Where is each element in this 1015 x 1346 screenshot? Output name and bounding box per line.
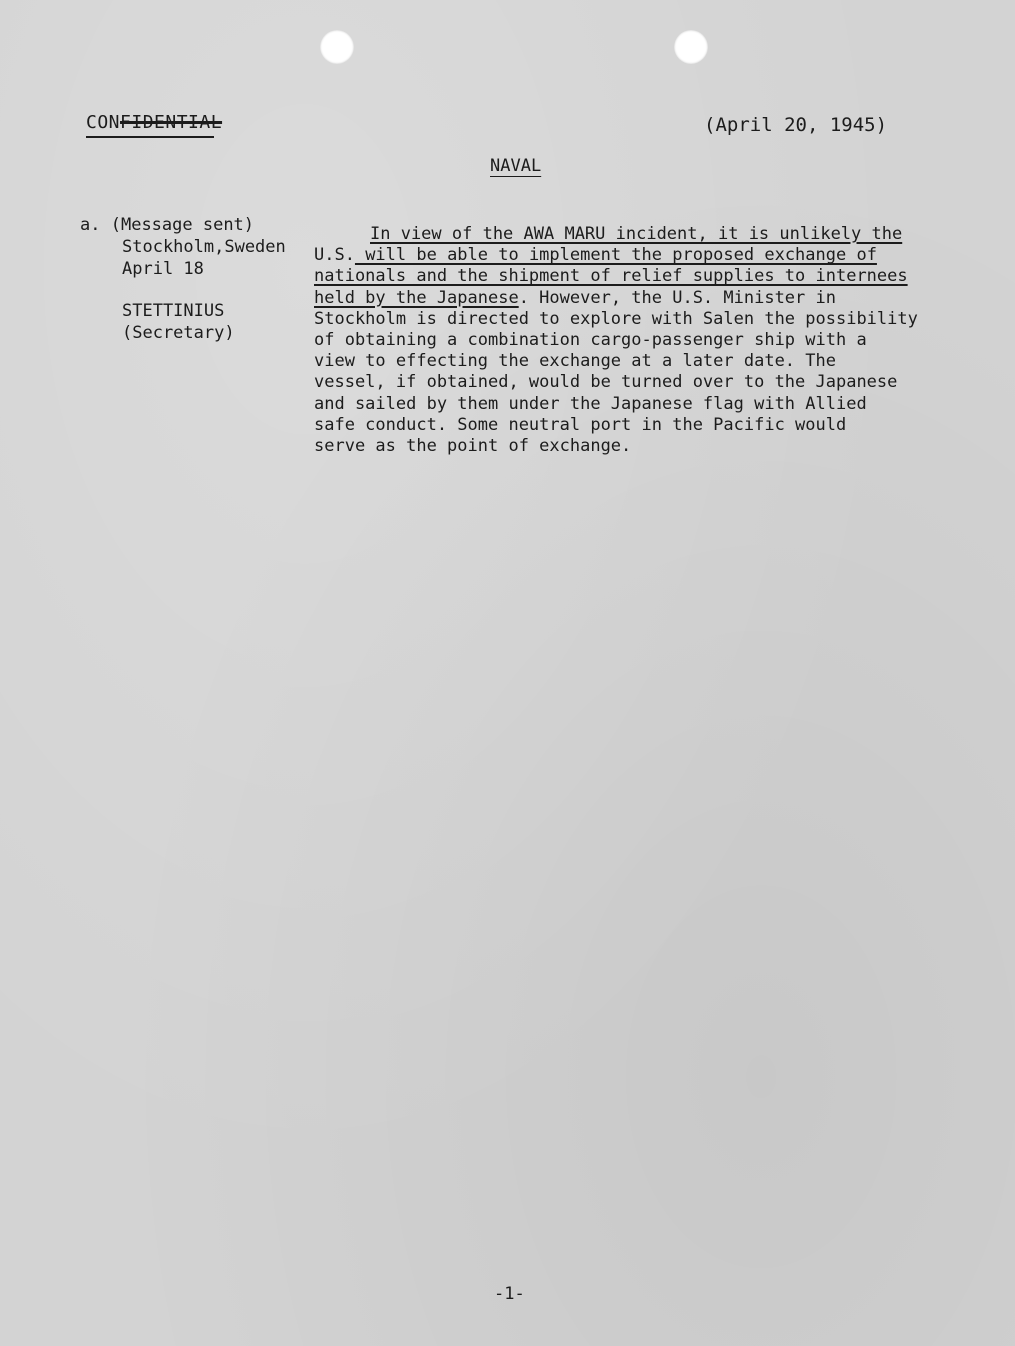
body-line-segment: U.S.: [314, 245, 355, 266]
body-line-segment: . However, the U.S. Minister in: [518, 287, 836, 308]
message-body: [314, 224, 954, 457]
body-line: Stockholm is directed to explore with Salen the possibility: [314, 308, 918, 329]
body-line-segment-underlined: held by the Japanese: [314, 287, 519, 308]
body-line: of obtaining a combination cargo-passenger ship with a: [314, 330, 867, 351]
body-line: vessel, if obtained, would be turned over to the Japanese: [314, 372, 898, 393]
body-line: safe conduct. Some neutral port in the Pacific would: [314, 414, 847, 435]
body-line: view to effecting the exchange at a later date. The: [314, 351, 836, 372]
body-line: [314, 288, 954, 309]
classification-marking: [86, 112, 222, 133]
classification-struck-text: FIDENTIAL: [120, 112, 223, 133]
margin-note: [80, 214, 310, 344]
body-line: serve as the point of exchange.: [314, 436, 632, 457]
body-line: In view of the AWA MARU incident, it is unlikely the: [370, 224, 903, 244]
page-number: -1-: [494, 1284, 525, 1304]
punch-hole-left: [320, 30, 354, 64]
classification-prefix: CON: [86, 112, 121, 133]
document-date: (April 20, 1945): [704, 114, 888, 136]
sender-title: (Secretary): [122, 323, 235, 343]
punch-hole-right: [674, 30, 708, 64]
message-place: Stockholm,Sweden: [122, 237, 286, 257]
sender-name: STETTINIUS: [122, 301, 225, 321]
item-letter: a.: [80, 215, 101, 235]
body-line-segment-underlined: will be able to implement the proposed exchange of: [354, 245, 877, 266]
body-line: [314, 245, 954, 266]
margin-note-first-line: [80, 214, 310, 236]
classification-underline: [86, 136, 214, 138]
section-heading: NAVAL: [490, 156, 542, 176]
body-line: nationals and the shipment of relief supplies to internees: [314, 266, 908, 287]
body-line: and sailed by them under the Japanese flag with Allied: [314, 393, 867, 414]
message-type: (Message sent): [110, 215, 255, 235]
message-date: April 18: [122, 259, 204, 279]
